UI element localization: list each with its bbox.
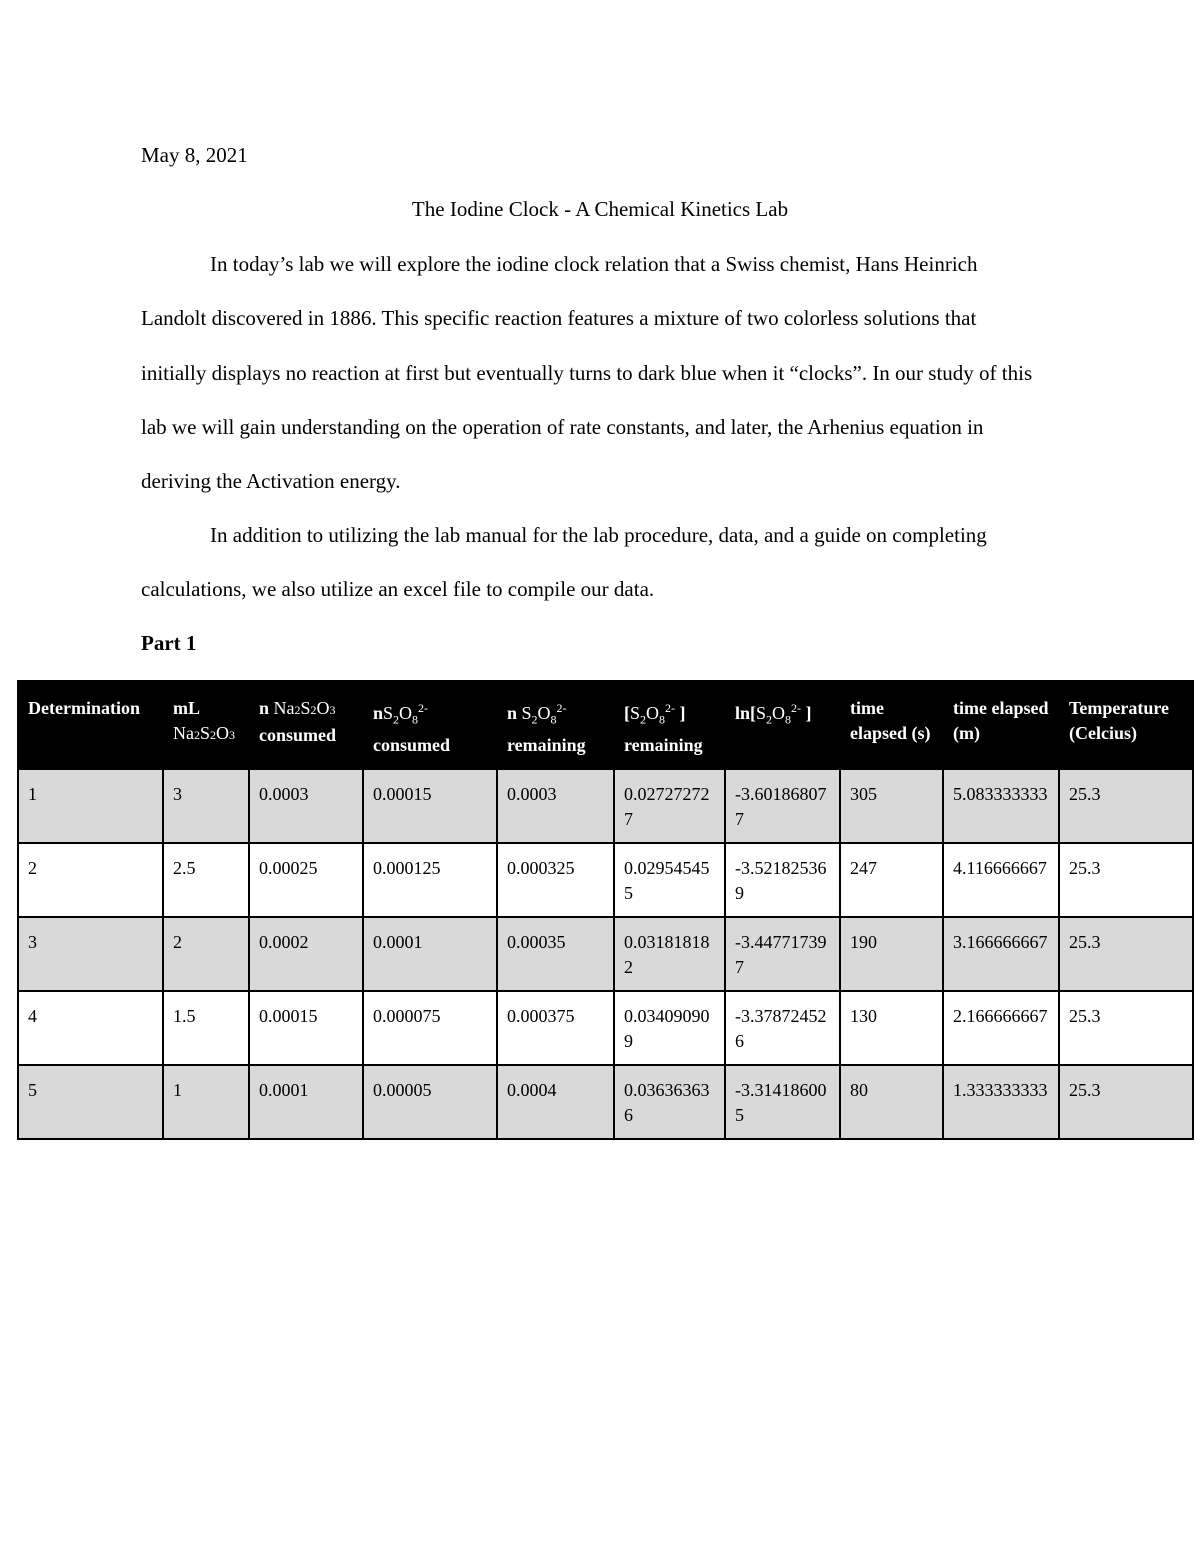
cell-temperature: 25.3	[1059, 843, 1193, 917]
method-paragraph	[141, 508, 1041, 617]
intro-paragraph-rest: Heinrich Landolt discovered in 1886. This specific reaction features a mixture of two colorless solutions that initially displays no reaction at first but eventually turns to dark blue when it “clocks”. In our study of this lab we will gain understanding on the operation of rate constants, and later, the Arhenius equation in deriving the Activation energy.	[141, 252, 1033, 494]
cell-time-m: 4.116666667	[943, 843, 1059, 917]
cell-temperature: 25.3	[1059, 769, 1193, 843]
cell-n-s2o8-consumed: 0.00005	[363, 1065, 497, 1139]
table-header-row	[18, 681, 1193, 769]
header-n-na2s2o3-consumed: n Na2S2O3 consumed	[249, 681, 363, 769]
cell-temperature: 25.3	[1059, 991, 1193, 1065]
cell-time-s: 80	[840, 1065, 943, 1139]
cell-n-s2o8-remaining: 0.000325	[497, 843, 614, 917]
cell-ln-conc: -3.521825369	[725, 843, 840, 917]
cell-n-s2o8-consumed: 0.000125	[363, 843, 497, 917]
cell-determination: 1	[18, 769, 163, 843]
table-row	[18, 917, 1193, 991]
cell-n-na-consumed: 0.0001	[249, 1065, 363, 1139]
kinetics-data-table	[17, 680, 1194, 1140]
cell-conc-remaining: 0.029545455	[614, 843, 725, 917]
cell-determination: 2	[18, 843, 163, 917]
table-row	[18, 991, 1193, 1065]
cell-n-na-consumed: 0.0002	[249, 917, 363, 991]
document-date: May 8, 2021	[141, 143, 248, 167]
intro-paragraph	[141, 237, 1041, 508]
header-determination: Determination	[18, 681, 163, 769]
section-heading: Part 1	[141, 631, 197, 655]
cell-conc-remaining: 0.031818182	[614, 917, 725, 991]
cell-temperature: 25.3	[1059, 1065, 1193, 1139]
cell-n-s2o8-remaining: 0.000375	[497, 991, 614, 1065]
header-ln-conc-s2o8: $\ln[S_2O_8^{2-}$ ]	[725, 681, 840, 769]
cell-n-s2o8-remaining: 0.0004	[497, 1065, 614, 1139]
intro-paragraph-first-line: In today’s lab we will explore the iodine clock relation that a Swiss chemist, Hans	[210, 252, 899, 276]
cell-time-s: 305	[840, 769, 943, 843]
cell-ml: 1	[163, 1065, 249, 1139]
cell-ml: 3	[163, 769, 249, 843]
header-n-s2o8-consumed: $nS_2O_8^{2-}$ consumed	[363, 681, 497, 769]
cell-ml: 1.5	[163, 991, 249, 1065]
cell-time-m: 2.166666667	[943, 991, 1059, 1065]
cell-n-na-consumed: 0.00025	[249, 843, 363, 917]
cell-time-s: 130	[840, 991, 943, 1065]
cell-n-s2o8-consumed: 0.000075	[363, 991, 497, 1065]
cell-n-s2o8-remaining: 0.00035	[497, 917, 614, 991]
header-temperature: Temperature (Celcius)	[1059, 681, 1193, 769]
cell-ml: 2.5	[163, 843, 249, 917]
cell-time-m: 3.166666667	[943, 917, 1059, 991]
document-title: The Iodine Clock - A Chemical Kinetics Lab	[411, 197, 789, 221]
cell-n-s2o8-consumed: 0.0001	[363, 917, 497, 991]
cell-time-s: 247	[840, 843, 943, 917]
cell-ml: 2	[163, 917, 249, 991]
table-row	[18, 1065, 1193, 1139]
cell-ln-conc: -3.447717397	[725, 917, 840, 991]
header-time-elapsed-m: time elapsed (m)	[943, 681, 1059, 769]
cell-time-m: 1.333333333	[943, 1065, 1059, 1139]
header-ml-na2s2o3: mL Na2S2O3	[163, 681, 249, 769]
header-conc-s2o8-remaining: [$S_2O_8^{2-}$ ] remaining	[614, 681, 725, 769]
cell-ln-conc: -3.601868077	[725, 769, 840, 843]
table-row	[18, 769, 1193, 843]
cell-conc-remaining: 0.027272727	[614, 769, 725, 843]
table-row	[18, 843, 1193, 917]
cell-determination: 5	[18, 1065, 163, 1139]
cell-time-s: 190	[840, 917, 943, 991]
cell-determination: 4	[18, 991, 163, 1065]
cell-ln-conc: -3.378724526	[725, 991, 840, 1065]
cell-conc-remaining: 0.034090909	[614, 991, 725, 1065]
cell-conc-remaining: 0.036363636	[614, 1065, 725, 1139]
cell-n-na-consumed: 0.00015	[249, 991, 363, 1065]
cell-n-na-consumed: 0.0003	[249, 769, 363, 843]
method-paragraph-first-line: In addition to utilizing the lab manual for the lab procedure, data, and a guide on	[210, 523, 888, 547]
cell-time-m: 5.083333333	[943, 769, 1059, 843]
header-time-elapsed-s: time elapsed (s)	[840, 681, 943, 769]
cell-determination: 3	[18, 917, 163, 991]
cell-n-s2o8-consumed: 0.00015	[363, 769, 497, 843]
cell-ln-conc: -3.314186005	[725, 1065, 840, 1139]
cell-temperature: 25.3	[1059, 917, 1193, 991]
method-paragraph-rest: completing calculations, we also utilize an excel file to compile our data.	[141, 523, 987, 602]
header-n-s2o8-remaining: n $S_2O_8^{2-}$ remaining	[497, 681, 614, 769]
cell-n-s2o8-remaining: 0.0003	[497, 769, 614, 843]
